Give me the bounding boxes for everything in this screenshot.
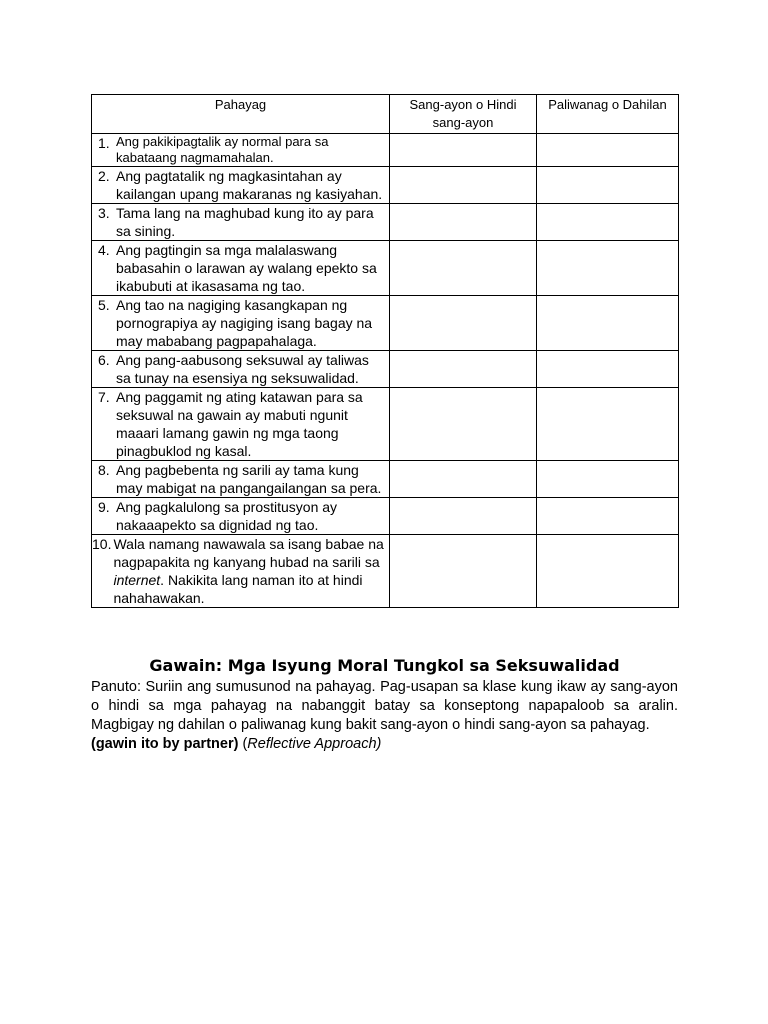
statement-text-part: . Nakikita lang naman ito at hindi nahahawakan. (113, 572, 363, 606)
approach-note: Reflective Approach) (247, 736, 382, 752)
statement-text: Ang tao na nagiging kasangkapan ng pornograpiya ay nagiging isang bagay na may mababang pagpapahalaga. (116, 297, 373, 349)
table-header-row (92, 95, 679, 134)
table-row (92, 388, 679, 461)
statement-cell (92, 167, 390, 204)
agree-cell[interactable] (390, 204, 537, 241)
agree-cell[interactable] (390, 388, 537, 461)
statement-text: Tama lang na maghubad kung ito ay para sa sining. (116, 205, 374, 239)
statement-number: 9. (98, 499, 110, 515)
table-row (92, 351, 679, 388)
table-row (92, 535, 679, 608)
statement-number: 2. (98, 168, 110, 184)
statement-text: Ang pagtingin sa mga malalaswang babasahin o larawan ay walang epekto sa ikabubuti at ikasasama ng tao. (116, 242, 377, 294)
activity-title: Gawain: Mga Isyung Moral Tungkol sa Seksuwalidad (149, 656, 620, 675)
instructions-text: Panuto: Suriin ang sumusunod na pahayag. Pag-usapan sa klase kung ikaw ay sang-ayon o hindi sa mga pahayag na nabanggit batay sa konseptong napapaloob sa aralin. Magbigay ng dahilan o paliwanag kung bakit sang-ayon o hindi sang-ayon sa pahayag. (91, 679, 678, 733)
statement-text: Ang pakikipagtalik ay normal para sa kabataang nagmamahalan. (116, 134, 329, 165)
agree-cell[interactable] (390, 461, 537, 498)
statement-number: 5. (98, 297, 110, 313)
statement-text-italic: internet (113, 572, 161, 588)
partner-note: (gawin ito by partner) (91, 736, 239, 752)
agree-cell[interactable] (390, 134, 537, 167)
table-row (92, 167, 679, 204)
statement-text: Ang pagtatalik ng magkasintahan ay kailangan upang makaranas ng kasiyahan. (116, 168, 383, 202)
statement-number: 4. (98, 242, 110, 258)
table-row (92, 241, 679, 296)
table-row (92, 296, 679, 351)
agree-cell[interactable] (390, 167, 537, 204)
statement-number: 10. (92, 536, 112, 552)
table-row (92, 204, 679, 241)
header-pahayag: Pahayag (92, 95, 390, 134)
table-row (92, 498, 679, 535)
explanation-cell[interactable] (537, 461, 679, 498)
statement-cell (92, 134, 390, 167)
statement-cell (92, 204, 390, 241)
explanation-cell[interactable] (537, 535, 679, 608)
explanation-cell[interactable] (537, 388, 679, 461)
explanation-cell[interactable] (537, 296, 679, 351)
table-row (92, 461, 679, 498)
activity-instructions (91, 678, 678, 754)
explanation-cell[interactable] (537, 498, 679, 535)
statement-text: Ang pagbebenta ng sarili ay tama kung may mabigat na pangangailangan sa pera. (116, 462, 382, 496)
statement-cell (92, 498, 390, 535)
header-paliwanag: Paliwanag o Dahilan (537, 95, 679, 134)
statements-table (91, 94, 679, 608)
agree-cell[interactable] (390, 296, 537, 351)
explanation-cell[interactable] (537, 204, 679, 241)
explanation-cell[interactable] (537, 134, 679, 167)
table-row (92, 134, 679, 167)
statement-cell (92, 535, 390, 608)
explanation-cell[interactable] (537, 167, 679, 204)
statement-cell (92, 296, 390, 351)
statement-text: Ang pagkalulong sa prostitusyon ay nakaaapekto sa dignidad ng tao. (116, 499, 338, 533)
explanation-cell[interactable] (537, 241, 679, 296)
statement-number: 7. (98, 389, 110, 405)
statement-cell (92, 351, 390, 388)
statement-cell (92, 461, 390, 498)
statement-cell (92, 241, 390, 296)
statement-cell (92, 388, 390, 461)
agree-cell[interactable] (390, 535, 537, 608)
statement-number: 8. (98, 462, 110, 478)
statement-text: Ang pang-aabusong seksuwal ay taliwas sa tunay na esensiya ng seksuwalidad. (116, 352, 369, 386)
statement-number: 6. (98, 352, 110, 368)
agree-cell[interactable] (390, 498, 537, 535)
explanation-cell[interactable] (537, 351, 679, 388)
header-sang-ayon: Sang-ayon o Hindi sang-ayon (390, 95, 537, 134)
agree-cell[interactable] (390, 351, 537, 388)
note-paren: ( (238, 736, 248, 752)
statement-number: 1. (98, 135, 110, 151)
statement-number: 3. (98, 205, 110, 221)
statement-text: Ang paggamit ng ating katawan para sa seksuwal na gawain ay mabuti ngunit maaari lamang gawin ng mga taong pinagbuklod ng kasal. (116, 389, 363, 459)
agree-cell[interactable] (390, 241, 537, 296)
statement-text (111, 535, 386, 607)
statement-text-part: Wala namang nawawala sa isang babae na nagpapakita ng kanyang hubad na sarili sa (113, 536, 384, 570)
